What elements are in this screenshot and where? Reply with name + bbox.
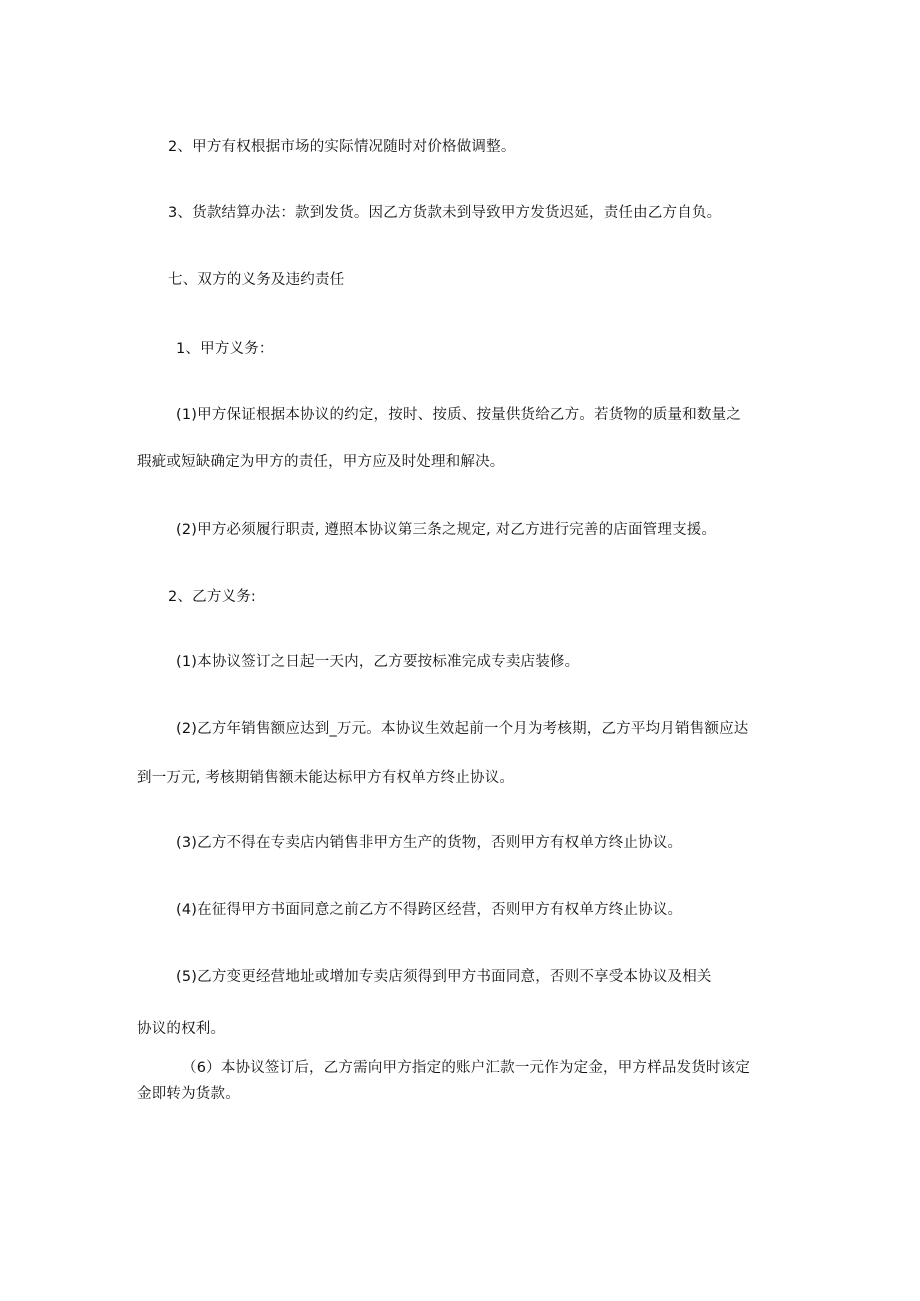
party-b-item-3: (3)乙方不得在专卖店内销售非甲方生产的货物，否则甲方有权单方终止协议。 <box>176 835 683 851</box>
party-b-item-5-line-1: (5)乙方变更经营地址或增加专卖店须得到甲方书面同意，否则不享受本协议及相关 <box>176 969 712 985</box>
party-b-item-2-line-2: 到一万元, 考核期销售额未能达标甲方有权单方终止协议。 <box>137 770 515 786</box>
party-b-item-5-line-2: 协议的权利。 <box>137 1021 226 1037</box>
party-b-item-6-line-2: 金即转为货款。 <box>137 1086 240 1102</box>
clause-2-price-adjustment: 2、甲方有权根据市场的实际情况随时对价格做调整。 <box>168 139 516 155</box>
party-a-item-1-line-1: (1)甲方保证根据本协议的约定，按时、按质、按量供货给乙方。若货物的质量和数量之 <box>176 407 742 423</box>
party-b-obligations-heading: 2、乙方义务: <box>168 589 257 605</box>
section-7-heading: 七、双方的义务及违约责任 <box>168 272 345 288</box>
clause-3-payment-method: 3、货款结算办法：款到发货。因乙方货款未到导致甲方发货迟延，责任由乙方自负。 <box>168 205 722 221</box>
party-b-item-6-line-1: （6）本协议签订后，乙方需向甲方指定的账户汇款一元作为定金，甲方样品发货时该定 <box>182 1060 751 1076</box>
party-a-item-1-line-2: 瑕疵或短缺确定为甲方的责任，甲方应及时处理和解决。 <box>137 454 505 470</box>
party-b-item-4: (4)在征得甲方书面同意之前乙方不得跨区经营，否则甲方有权单方终止协议。 <box>176 902 683 918</box>
party-a-obligations-heading: 1、甲方义务： <box>176 341 274 357</box>
party-b-item-1: (1)本协议签订之日起一天内，乙方要按标准完成专卖店装修。 <box>176 654 580 670</box>
party-a-item-2: (2)甲方必须履行职责, 遵照本协议第三条之规定, 对乙方进行完善的店面管理支援。 <box>176 522 717 538</box>
party-b-item-2-line-1: (2)乙方年销售额应达到_万元。本协议生效起前一个月为考核期，乙方平均月销售额应达 <box>176 721 749 737</box>
